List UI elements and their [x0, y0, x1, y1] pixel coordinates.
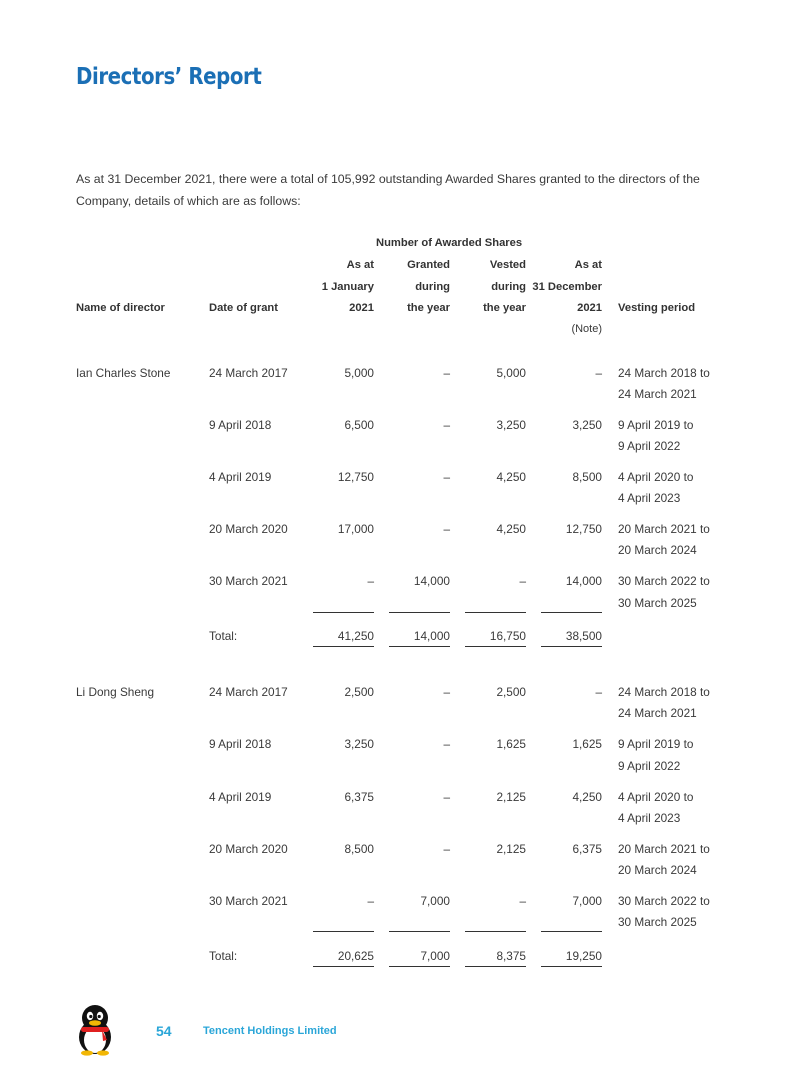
cell-vested: 4,250: [496, 522, 526, 536]
page-number: 54: [156, 1023, 172, 1039]
total-as-at-31-december: 19,250: [565, 949, 602, 963]
vesting-period-line1: 9 April 2019 to: [618, 737, 694, 751]
cell-as-at-1-january: 8,500: [344, 842, 374, 856]
vesting-period-line1: 4 April 2020 to: [618, 790, 694, 804]
header-c4-line3: 2021: [577, 302, 602, 314]
cell-as-at-31-december: 8,500: [572, 470, 602, 484]
total-vested: 8,375: [496, 949, 526, 963]
cell-vested: 5,000: [496, 366, 526, 380]
cell-granted: –: [443, 522, 450, 536]
director-name: Li Dong Sheng: [76, 685, 155, 699]
grant-date: 4 April 2019: [209, 790, 272, 804]
total-rule: [313, 966, 374, 967]
header-c3-line1: Vested: [489, 259, 526, 271]
cell-as-at-31-december: 3,250: [572, 418, 602, 432]
grant-date: 20 March 2020: [209, 522, 288, 536]
cell-as-at-1-january: 6,375: [344, 790, 374, 804]
total-granted: 7,000: [420, 949, 450, 963]
vesting-period-line1: 24 March 2018 to: [618, 685, 710, 699]
cell-as-at-1-january: 3,250: [344, 737, 374, 751]
total-as-at-31-december: 38,500: [565, 629, 602, 643]
cell-vested: –: [519, 894, 526, 908]
header-c1-line1: As at: [346, 259, 374, 271]
cell-as-at-1-january: 2,500: [344, 685, 374, 699]
cell-as-at-1-january: –: [367, 574, 374, 588]
cell-granted: –: [443, 366, 450, 380]
cell-vested: 2,125: [496, 842, 526, 856]
total-rule: [541, 646, 602, 647]
header-c3-line2: during: [491, 281, 526, 293]
cell-as-at-1-january: 17,000: [337, 522, 374, 536]
header-c3-line3: the year: [483, 302, 526, 314]
cell-as-at-31-december: 4,250: [572, 790, 602, 804]
vesting-period-line2: 4 April 2023: [618, 491, 681, 505]
total-label: Total:: [209, 629, 238, 643]
penguin-logo-icon: [74, 1004, 116, 1056]
cell-as-at-31-december: 6,375: [572, 842, 602, 856]
vesting-period-line1: 9 April 2019 to: [618, 418, 694, 432]
grant-date: 9 April 2018: [209, 737, 272, 751]
page-title: Directors’ Report: [76, 64, 262, 90]
total-granted: 14,000: [413, 629, 450, 643]
total-label: Total:: [209, 949, 238, 963]
cell-as-at-31-december: –: [595, 685, 602, 699]
vesting-period-line1: 4 April 2020 to: [618, 470, 694, 484]
group-header: Number of Awarded Shares: [376, 237, 523, 249]
header-c4-line1: As at: [574, 259, 602, 271]
total-rule: [465, 646, 526, 647]
cell-as-at-1-january: 5,000: [344, 366, 374, 380]
total-rule: [389, 646, 450, 647]
vesting-period-line2: 24 March 2021: [618, 387, 697, 401]
header-c2-line2: during: [415, 281, 450, 293]
vesting-period-line2: 4 April 2023: [618, 811, 681, 825]
vesting-period-line2: 30 March 2025: [618, 915, 697, 929]
header-vesting-period: Vesting period: [618, 302, 696, 314]
subtotal-rule: [541, 931, 602, 932]
company-name: Tencent Holdings Limited: [203, 1025, 337, 1037]
vesting-period-line2: 20 March 2024: [618, 543, 697, 557]
total-as-at-1-january: 20,625: [337, 949, 374, 963]
cell-granted: –: [443, 685, 450, 699]
subtotal-rule: [389, 612, 450, 613]
vesting-period-line1: 24 March 2018 to: [618, 366, 710, 380]
subtotal-rule: [541, 612, 602, 613]
cell-granted: –: [443, 737, 450, 751]
cell-as-at-31-december: 12,750: [565, 522, 602, 536]
grant-date: 30 March 2021: [209, 894, 288, 908]
header-c2-line3: the year: [407, 302, 450, 314]
cell-vested: 4,250: [496, 470, 526, 484]
grant-date: 24 March 2017: [209, 366, 288, 380]
vesting-period-line1: 30 March 2022 to: [618, 574, 710, 588]
total-rule: [465, 966, 526, 967]
cell-vested: 2,500: [496, 685, 526, 699]
grant-date: 20 March 2020: [209, 842, 288, 856]
cell-granted: –: [443, 790, 450, 804]
cell-as-at-31-december: 7,000: [572, 894, 602, 908]
subtotal-rule: [313, 931, 374, 932]
cell-granted: –: [443, 842, 450, 856]
header-c1-line2: 1 January: [321, 281, 374, 293]
cell-as-at-1-january: 12,750: [337, 470, 374, 484]
cell-granted: 14,000: [413, 574, 450, 588]
header-date: Date of grant: [209, 302, 278, 314]
total-rule: [541, 966, 602, 967]
grant-date: 9 April 2018: [209, 418, 272, 432]
cell-as-at-1-january: 6,500: [344, 418, 374, 432]
cell-as-at-31-december: –: [595, 366, 602, 380]
subtotal-rule: [465, 612, 526, 613]
header-name: Name of director: [76, 302, 165, 314]
vesting-period-line2: 9 April 2022: [618, 439, 681, 453]
vesting-period-line2: 30 March 2025: [618, 596, 697, 610]
vesting-period-line1: 30 March 2022 to: [618, 894, 710, 908]
cell-as-at-1-january: –: [367, 894, 374, 908]
subtotal-rule: [389, 931, 450, 932]
subtotal-rule: [465, 931, 526, 932]
vesting-period-line1: 20 March 2021 to: [618, 842, 710, 856]
header-c4-line2: 31 December: [532, 281, 602, 293]
cell-vested: 3,250: [496, 418, 526, 432]
subtotal-rule: [313, 612, 374, 613]
vesting-period-line2: 20 March 2024: [618, 863, 697, 877]
intro-paragraph: As at 31 December 2021, there were a total of 105,992 outstanding Awarded Shares granted to the directors of the Company, details of which are as follows:: [76, 172, 700, 208]
header-c4-note: (Note): [571, 323, 602, 335]
cell-as-at-31-december: 1,625: [572, 737, 602, 751]
cell-granted: –: [443, 470, 450, 484]
grant-date: 24 March 2017: [209, 685, 288, 699]
director-name: Ian Charles Stone: [76, 366, 171, 380]
vesting-period-line2: 9 April 2022: [618, 759, 681, 773]
cell-vested: 2,125: [496, 790, 526, 804]
cell-granted: –: [443, 418, 450, 432]
total-rule: [313, 646, 374, 647]
header-c1-line3: 2021: [349, 302, 374, 314]
vesting-period-line1: 20 March 2021 to: [618, 522, 710, 536]
cell-granted: 7,000: [420, 894, 450, 908]
total-vested: 16,750: [489, 629, 526, 643]
header-c2-line1: Granted: [407, 259, 450, 271]
grant-date: 30 March 2021: [209, 574, 288, 588]
cell-vested: –: [519, 574, 526, 588]
cell-as-at-31-december: 14,000: [565, 574, 602, 588]
total-rule: [389, 966, 450, 967]
grant-date: 4 April 2019: [209, 470, 272, 484]
total-as-at-1-january: 41,250: [337, 629, 374, 643]
vesting-period-line2: 24 March 2021: [618, 706, 697, 720]
cell-vested: 1,625: [496, 737, 526, 751]
